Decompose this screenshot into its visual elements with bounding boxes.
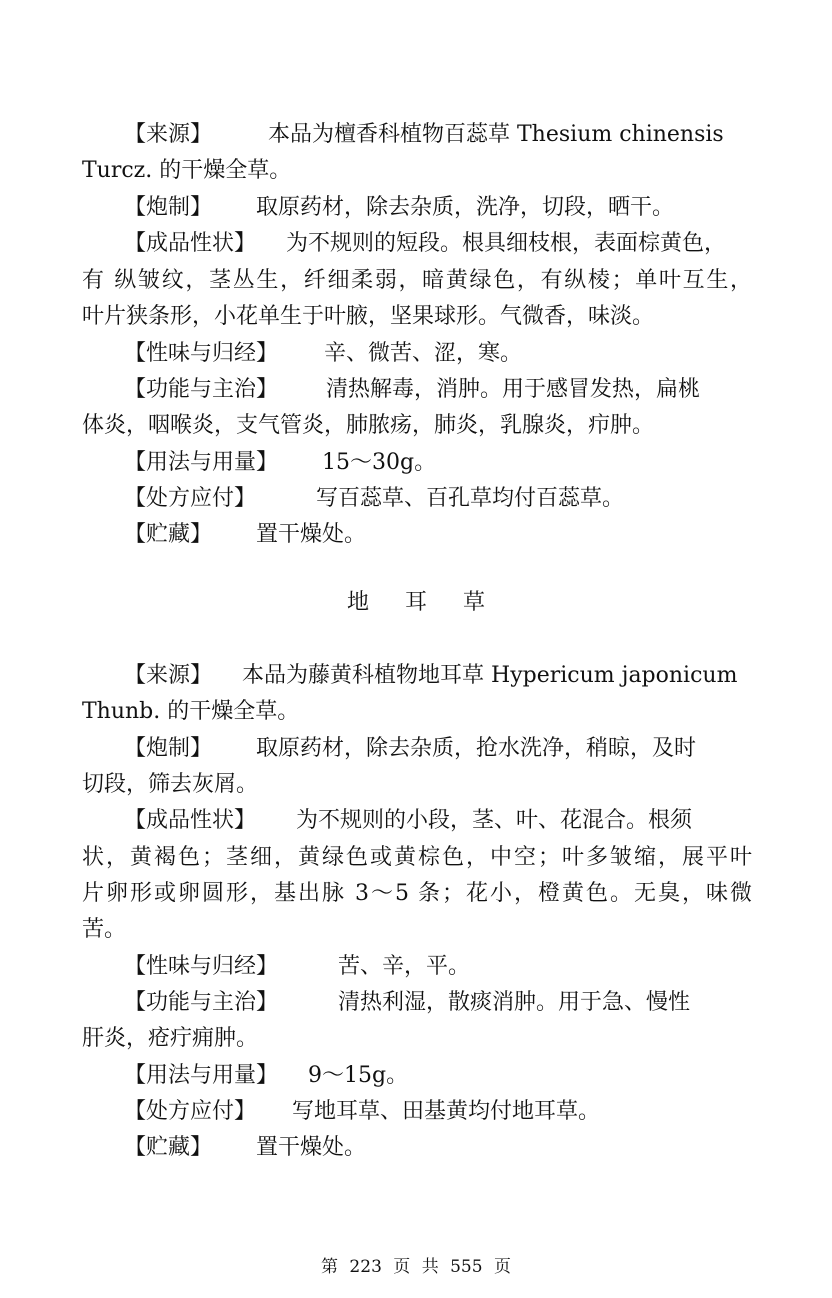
entry1-properties-line bbox=[124, 229, 752, 259]
properties-text: 为不规则的短段。根具细枝根，表面棕黄色， bbox=[286, 231, 727, 256]
processing-text: 取原药材，除去杂质，洗净，切段，晒干。 bbox=[256, 195, 675, 220]
processing-text: 取原药材，除去杂质，抢水洗净，稍晾，及时 bbox=[256, 736, 697, 761]
entry2-storage-line bbox=[124, 1133, 752, 1163]
entry1-function-cont: 体炎，咽喉炎，支气管炎，肺脓疡，肺炎，乳腺炎，疖肿。 bbox=[82, 413, 655, 438]
entry2-source-cont: Thunb. 的干燥全草。 bbox=[82, 699, 300, 724]
entry1-function-line bbox=[124, 375, 752, 405]
entry2-processing-cont: 切段，筛去灰屑。 bbox=[82, 772, 259, 797]
entry1-prescription-line bbox=[124, 484, 752, 514]
prescription-label: 【处方应付】 bbox=[124, 486, 257, 511]
entry2-prescription-line bbox=[124, 1097, 752, 1127]
function-label: 【功能与主治】 bbox=[124, 990, 279, 1015]
storage-text: 置干燥处。 bbox=[256, 1135, 367, 1160]
storage-label: 【贮藏】 bbox=[124, 522, 213, 547]
entry1-storage-line bbox=[124, 520, 752, 550]
entry2-function-cont: 肝炎，疮疔痈肿。 bbox=[82, 1026, 259, 1051]
prescription-label: 【处方应付】 bbox=[124, 1099, 257, 1124]
entry2-properties-line bbox=[124, 806, 752, 836]
entry2-properties-cont-2: 片卵形或卵圆形，基出脉 3～5 条；花小，橙黄色。无臭，味微 bbox=[82, 881, 752, 906]
processing-label: 【炮制】 bbox=[124, 736, 213, 761]
source-text: 本品为藤黄科植物地耳草 Hypericum japonicum bbox=[242, 663, 738, 688]
entry2-title: 地耳草 bbox=[346, 590, 521, 615]
storage-text: 置干燥处。 bbox=[256, 522, 367, 547]
entry1-processing-line bbox=[124, 193, 752, 223]
taste-label: 【性味与归经】 bbox=[124, 341, 279, 366]
entry2-function-line bbox=[124, 988, 752, 1018]
entry1-taste-line bbox=[124, 339, 752, 369]
properties-text: 为不规则的小段，茎、叶、花混合。根须 bbox=[296, 808, 693, 833]
taste-text: 辛、微苦、涩，寒。 bbox=[324, 341, 523, 366]
dosage-label: 【用法与用量】 bbox=[124, 450, 279, 475]
source-label: 【来源】 bbox=[124, 663, 213, 688]
function-text: 清热利湿，散痰消肿。用于急、慢性 bbox=[338, 990, 691, 1015]
entry1-source-line bbox=[124, 120, 752, 150]
entry2-source-line bbox=[124, 661, 752, 691]
properties-label: 【成品性状】 bbox=[124, 231, 257, 256]
prescription-text: 写地耳草、田基黄均付地耳草。 bbox=[292, 1099, 601, 1124]
taste-label: 【性味与归经】 bbox=[124, 954, 279, 979]
entry1-properties-cont-1: 有 纵皱纹，茎丛生，纤细柔弱，暗黄绿色，有纵棱；单叶互生， bbox=[82, 268, 752, 293]
entry2-properties-cont-1: 状，黄褐色；茎细，黄绿色或黄棕色，中空；叶多皱缩，展平叶 bbox=[82, 845, 752, 870]
entry1-dosage-line bbox=[124, 448, 752, 478]
entry2-dosage-line bbox=[124, 1061, 752, 1091]
function-label: 【功能与主治】 bbox=[124, 377, 279, 402]
page-number-footer: 第 223 页 共 555 页 bbox=[321, 1257, 511, 1277]
dosage-text: 9～15g。 bbox=[308, 1063, 409, 1088]
properties-label: 【成品性状】 bbox=[124, 808, 257, 833]
entry2-properties-cont-3: 苦。 bbox=[82, 917, 127, 942]
entry1-source-cont: Turcz. 的干燥全草。 bbox=[82, 158, 292, 183]
entry1-properties-cont-2: 叶片狭条形，小花单生于叶腋，坚果球形。气微香，味淡。 bbox=[82, 304, 655, 329]
taste-text: 苦、辛，平。 bbox=[338, 954, 471, 979]
dosage-label: 【用法与用量】 bbox=[124, 1063, 279, 1088]
source-text: 本品为檀香科植物百蕊草 Thesium chinensis bbox=[268, 122, 724, 147]
dosage-text: 15～30g。 bbox=[322, 450, 437, 475]
storage-label: 【贮藏】 bbox=[124, 1135, 213, 1160]
prescription-text: 写百蕊草、百孔草均付百蕊草。 bbox=[316, 486, 625, 511]
function-text: 清热解毒，消肿。用于感冒发热，扁桃 bbox=[326, 377, 701, 402]
source-label: 【来源】 bbox=[124, 122, 213, 147]
processing-label: 【炮制】 bbox=[124, 195, 213, 220]
entry2-taste-line bbox=[124, 952, 752, 982]
entry2-processing-line bbox=[124, 734, 752, 764]
